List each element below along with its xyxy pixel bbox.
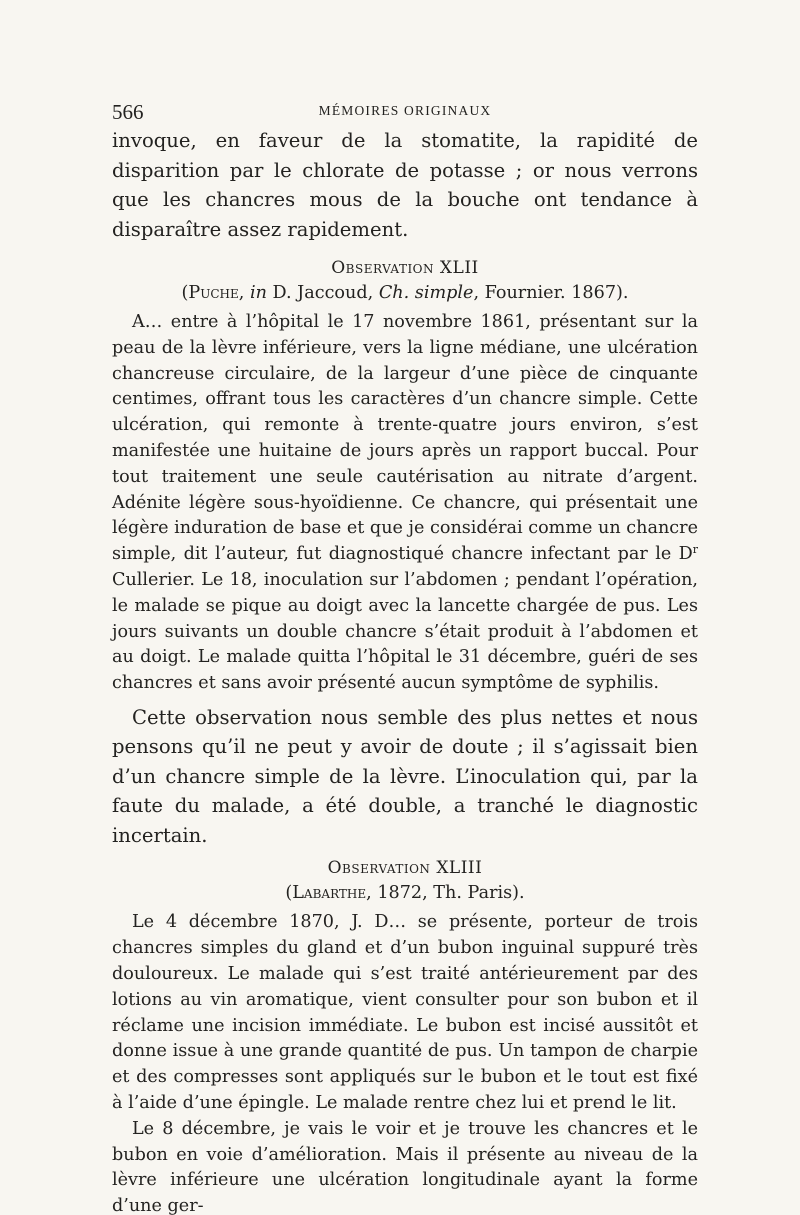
observation-42-source: (Puche, in D. Jaccoud, Ch. simple, Fournier. 1867). xyxy=(181,283,629,303)
page-number: 566 xyxy=(112,100,144,124)
paragraph-continuation: invoque, en faveur de la stomatite, la rapidité de disparition par le chlorate de potasse ; or nous verrons que les chancres mous de la bouche ont tendance à disparaître assez rapidement. xyxy=(112,129,698,241)
observation-42-title: Observation XLII xyxy=(331,258,479,278)
observation-43-source: (Labarthe, 1872, Th. Paris). xyxy=(285,883,525,904)
commentary-paragraph: Cette observation nous semble des plus nettes et nous pensons qu’il ne peut y avoir de doute ; il s’agissait bien d’un chancre simple de la lèvre. L’inoculation qui, par la faute du malade, a été double, a tranché le diagnostic incertain. xyxy=(112,705,698,847)
book-page xyxy=(112,96,698,1215)
running-title: MÉMOIRES ORIGINAUX xyxy=(318,103,492,118)
observation-43-title: Observation XLIII xyxy=(327,858,483,879)
source-work: Ch. simple xyxy=(378,283,474,303)
running-header xyxy=(112,96,698,126)
observation-43-text-1: Le 4 décembre 1870, J. D… se présente, porteur de trois chancres simples du gland et d’un bubon inguinal suppuré très douloureux. Le malade qui s’est traité antérieurement par des lotions au vin aromatique, vient consulter pour son bubon et il réclame une incision immédiate. Le bubon est incisé aussitôt et donne issue à une grande quantité de pus. Un tampon de charpie et des compresses sont appliqués sur le bubon et le tout est fixé à l’aide d’une épingle. Le malade rentre chez lui et prend le lit. xyxy=(112,912,698,1114)
observation-43-text-2: Le 8 décembre, je vais le voir et je trouve les chancres et le bubon en voie d’amélioration. Mais il présente au niveau de la lèvre inférieure une ulcération longitudinale ayant la forme d’une ger- xyxy=(112,1118,698,1215)
source-author: Puche xyxy=(188,283,239,303)
observation-42-text: A… entre à l’hôpital le 17 novembre 1861, présentant sur la peau de la lèvre inférieure, vers la ligne médiane, une ulcération chancreuse circulaire, de la largeur d’une pièce de cinquante centimes, offrant tous les caractères d’un chancre simple. Cette ulcération, qui remonte à trente-quatre jours environ, s’est manifestée une huitaine de jours après un rapport buccal. Pour tout traitement une seule cautérisation au nitrate d’argent. Adénite légère sous-hyoïdienne. Ce chancre, qui présentait une légère induration de base et que je considérai comme un chancre simple, dit l’auteur, fut diagnostiqué chancre infectant par le $D^r$ Cullerier. Le 18, inoculation sur l’abdomen ; pendant l’opération, le malade se pique au doigt avec la lancette chargée de pus. Les jours suivants un double chancre s’était produit à l’abdomen et au doigt. Le malade quitta l’hôpital le 31 décembre, guéri de ses chancres et sans avoir présenté aucun symptôme de syphilis. xyxy=(112,312,698,694)
source-author: Labarthe xyxy=(292,883,367,904)
